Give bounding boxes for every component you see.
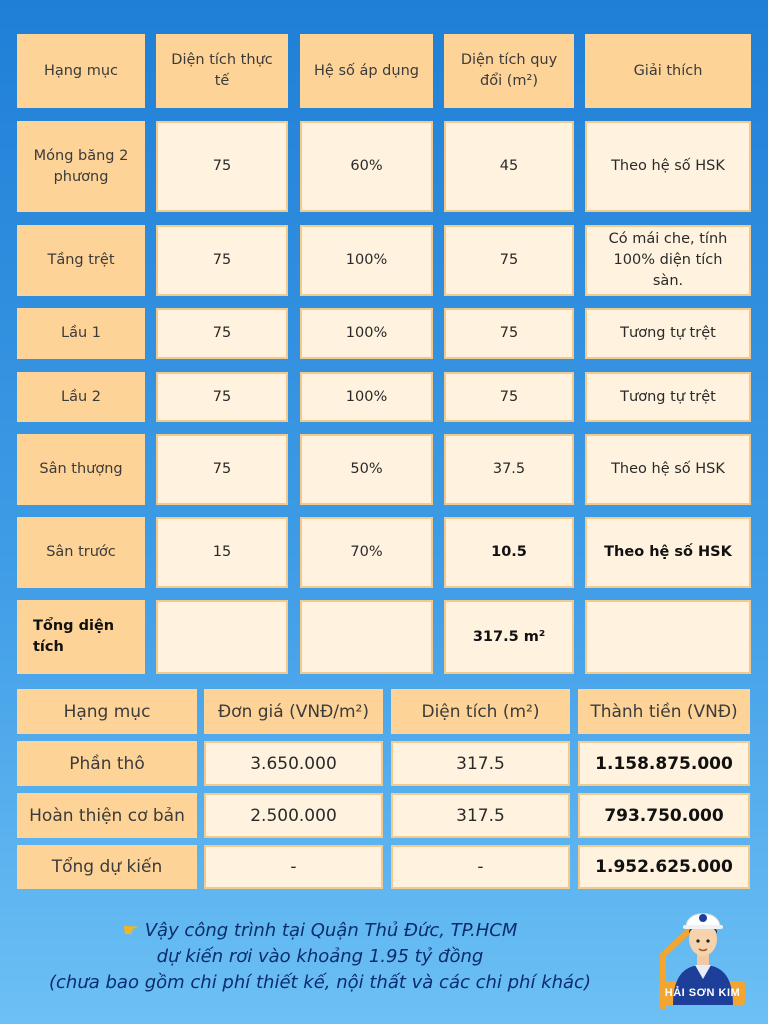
summary-note bbox=[0, 918, 640, 996]
table-cell bbox=[585, 600, 751, 674]
table-header-cell: Đơn giá (VNĐ/m²) bbox=[204, 689, 383, 734]
table-cell: 75 bbox=[444, 308, 574, 359]
table-cell: 75 bbox=[444, 225, 574, 296]
table-cell: Móng băng 2 phương bbox=[17, 121, 145, 212]
table-cell: Sân thượng bbox=[17, 434, 145, 505]
table-cell: Tầng trệt bbox=[17, 225, 145, 296]
table-cell: 75 bbox=[444, 372, 574, 422]
table-cell: Theo hệ số HSK bbox=[585, 434, 751, 505]
table-cell bbox=[156, 600, 288, 674]
pointing-hand-icon: ☛ bbox=[122, 920, 139, 941]
table-cell: 75 bbox=[156, 434, 288, 505]
table-header-cell: Hệ số áp dụng bbox=[300, 34, 433, 108]
table-cell: - bbox=[204, 845, 383, 889]
table-cell: 75 bbox=[156, 372, 288, 422]
table-cell: 2.500.000 bbox=[204, 793, 383, 838]
table-cell: Theo hệ số HSK bbox=[585, 121, 751, 212]
hai-son-kim-logo bbox=[655, 895, 750, 1015]
table-cell: Có mái che, tính 100% diện tích sàn. bbox=[585, 225, 751, 296]
summary-line-3: (chưa bao gồm chi phí thiết kế, nội thất và các chi phí khác) bbox=[49, 972, 591, 993]
table-cell: 793.750.000 bbox=[578, 793, 750, 838]
table-cell: Tổng diện tích bbox=[17, 600, 145, 674]
table-cell: 1.158.875.000 bbox=[578, 741, 750, 786]
table-cell: 45 bbox=[444, 121, 574, 212]
table-header-cell: Diện tích thực tế bbox=[156, 34, 288, 108]
table-cell: Lầu 1 bbox=[17, 308, 145, 359]
table-cell: 100% bbox=[300, 225, 433, 296]
table-cell: 10.5 bbox=[444, 517, 574, 588]
table-cell: 15 bbox=[156, 517, 288, 588]
table-cell: 3.650.000 bbox=[204, 741, 383, 786]
table-cell: 37.5 bbox=[444, 434, 574, 505]
table-cell: 100% bbox=[300, 308, 433, 359]
table-cell: Phần thô bbox=[17, 741, 197, 786]
table-cell: 70% bbox=[300, 517, 433, 588]
table-cell: 100% bbox=[300, 372, 433, 422]
table-header-cell: Giải thích bbox=[585, 34, 751, 108]
table-header-cell: Diện tích (m²) bbox=[391, 689, 570, 734]
table-header-cell: Diện tích quy đổi (m²) bbox=[444, 34, 574, 108]
logo-text: HẢI SƠN KIM bbox=[664, 987, 741, 999]
table-header-cell: Hạng mục bbox=[17, 34, 145, 108]
table-cell: Tổng dự kiến bbox=[17, 845, 197, 889]
table-cell: 75 bbox=[156, 225, 288, 296]
table-cell bbox=[300, 600, 433, 674]
table-cell: - bbox=[391, 845, 570, 889]
table-cell: 1.952.625.000 bbox=[578, 845, 750, 889]
table-cell: 60% bbox=[300, 121, 433, 212]
table-cell: Tương tự trệt bbox=[585, 308, 751, 359]
table-cell: Sân trước bbox=[17, 517, 145, 588]
table-cell: 317.5 m² bbox=[444, 600, 574, 674]
table-cell: 50% bbox=[300, 434, 433, 505]
table-cell: Tương tự trệt bbox=[585, 372, 751, 422]
summary-line-1: ☛ Vậy công trình tại Quận Thủ Đức, TP.HCM bbox=[122, 920, 518, 941]
table-cell: Hoàn thiện cơ bản bbox=[17, 793, 197, 838]
table-cell: Lầu 2 bbox=[17, 372, 145, 422]
table-cell: Theo hệ số HSK bbox=[585, 517, 751, 588]
table-header-cell: Hạng mục bbox=[17, 689, 197, 734]
summary-line-2: dự kiến rơi vào khoảng 1.95 tỷ đồng bbox=[156, 946, 484, 967]
table-cell: 75 bbox=[156, 308, 288, 359]
table-header-cell: Thành tiền (VNĐ) bbox=[578, 689, 750, 734]
table-cell: 75 bbox=[156, 121, 288, 212]
table-cell: 317.5 bbox=[391, 793, 570, 838]
table-cell: 317.5 bbox=[391, 741, 570, 786]
